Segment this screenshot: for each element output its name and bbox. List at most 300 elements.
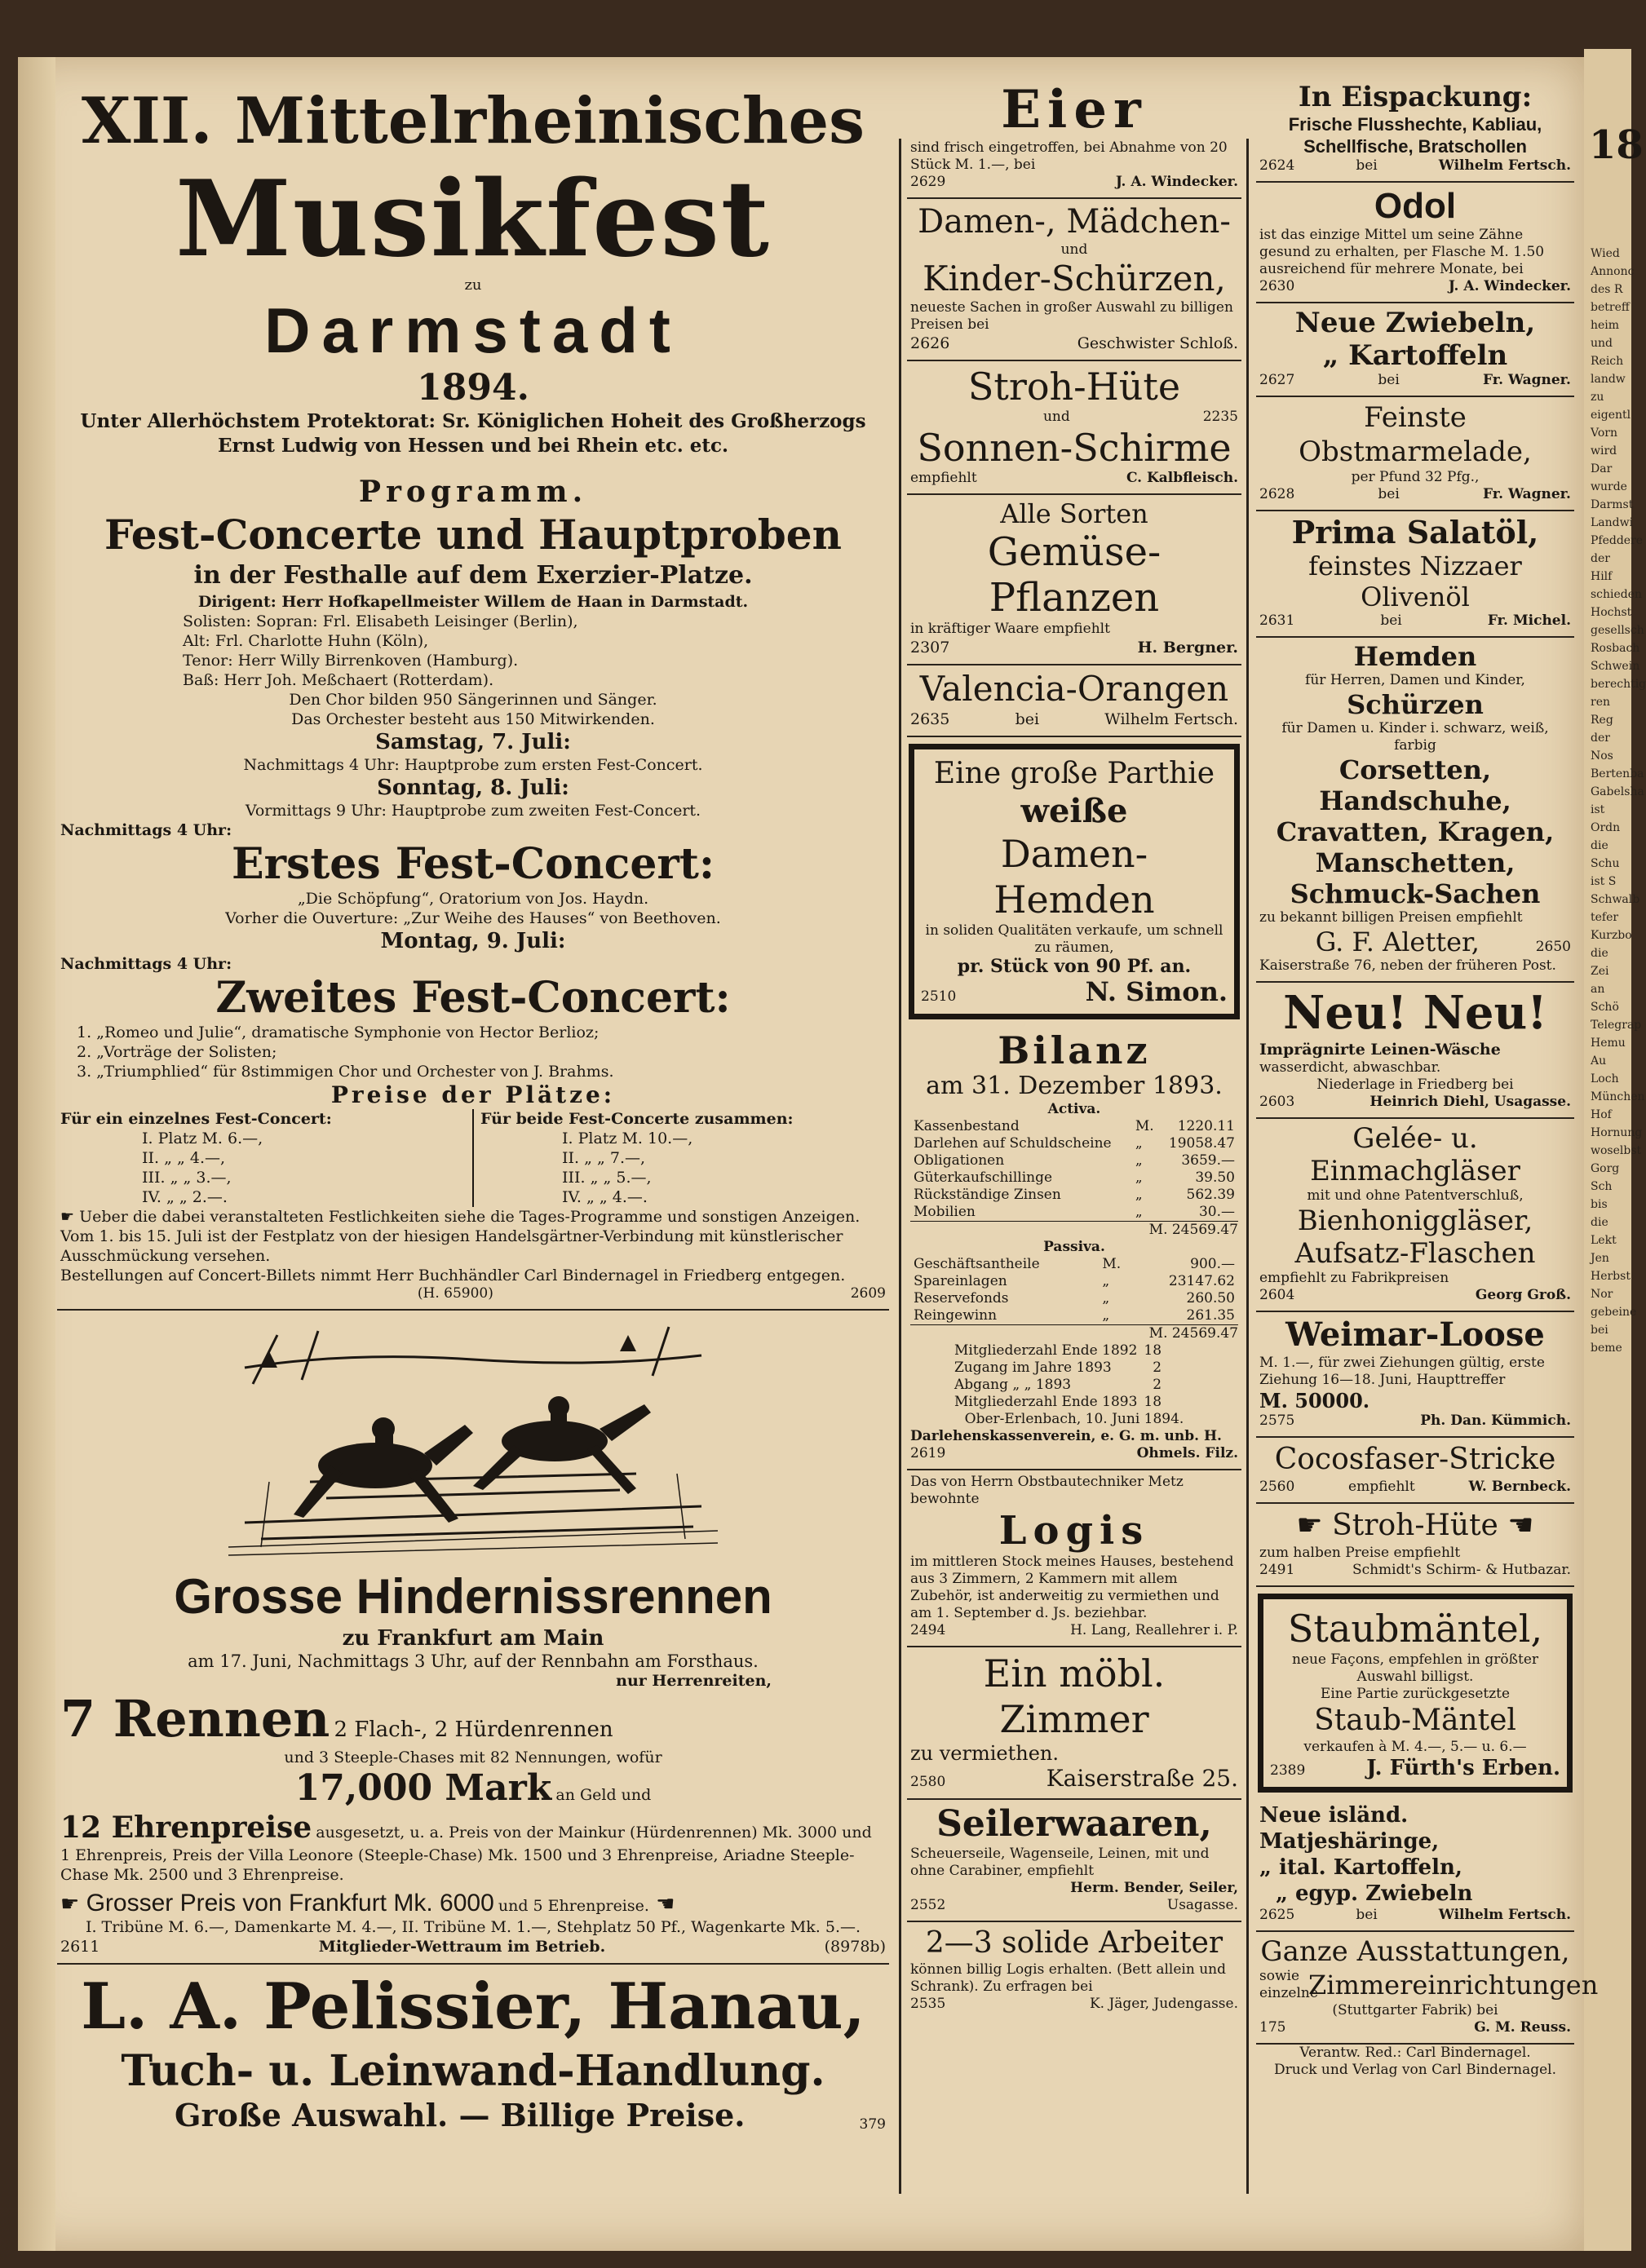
simon-t2: weiße: [1020, 792, 1128, 830]
bilanz-verein: Darlehenskassenverein, e. G. m. unb. H.: [910, 1428, 1222, 1444]
zweites-concert: Zweites Fest-Concert:: [215, 973, 731, 1023]
table-cell: „: [1135, 1135, 1143, 1152]
neu-t2: wasserdicht, abwaschbar.: [1259, 1059, 1441, 1076]
cocos-who: W. Bernbeck.: [1468, 1479, 1571, 1495]
aletter-addr: Kaiserstraße 76, neben der früheren Post.: [1259, 957, 1556, 974]
table-cell: 2: [1153, 1377, 1162, 1393]
gelee-t4: empfiehlt zu Fabrikpreisen: [1259, 1270, 1449, 1286]
festival-note: [60, 1207, 886, 1266]
reuss-t1: Ganze Ausstattungen,: [1260, 1935, 1570, 1968]
neu-t3: Niederlage in Friedberg bei: [1316, 1077, 1514, 1093]
staub-num: 2389: [1270, 1762, 1306, 1779]
valencia-who: Wilhelm Fertsch.: [1104, 710, 1238, 728]
soloist-line: Tenor: Herr Willy Birrenkoven (Hamburg).: [183, 652, 519, 670]
race-mark: 17,000 Mark: [294, 1767, 552, 1809]
logis-title: Logis: [998, 1508, 1150, 1554]
left-column: [57, 77, 889, 2137]
salat-ad: [1256, 511, 1574, 638]
pointing-hand-icon: ☛: [60, 1892, 86, 1917]
aletter-num: 2650: [1535, 939, 1571, 955]
schuerzen-und: und: [1060, 241, 1088, 258]
weimar-text: M. 1.—, für zwei Ziehungen gültig, erste Ziehung 16—18. Juni, Haupttreffer: [1259, 1355, 1545, 1388]
fragment-text: Hochst: [1591, 606, 1632, 619]
odol-ad: [1256, 183, 1574, 303]
fragment-text: woselbst: [1591, 1144, 1642, 1157]
fragment-text: Jen: [1591, 1252, 1609, 1265]
table-cell: „: [1102, 1307, 1110, 1324]
venue: in der Festhalle auf dem Exerzier-Platze.: [193, 561, 753, 590]
gelee-num: 2604: [1259, 1287, 1295, 1303]
race-nur: nur Herrenreiten,: [616, 1672, 772, 1690]
pointing-hand-icon: ☚: [648, 1892, 675, 1917]
stroh-und-row: [910, 409, 1238, 426]
bilanz-members-table: [951, 1342, 1165, 1411]
salat-who: Fr. Michel.: [1487, 612, 1571, 629]
simon-price: pr. Stück von 90 Pf. an.: [957, 956, 1192, 977]
odol-text: ist das einzige Mittel um seine Zähne gesund zu erhalten, per Flasche M. 1.50 ausreichend für mehrere Monate, bei: [1259, 227, 1545, 277]
table-cell: 1220.11: [1177, 1118, 1235, 1134]
program-item: 2. „Vorträge der Solisten;: [77, 1043, 277, 1061]
bilanz-footer: [910, 1445, 1238, 1462]
preise-heading: Preise der Plätze:: [330, 1081, 616, 1108]
imprint: [1256, 2045, 1574, 2079]
zwiebeln-who: Fr. Wagner.: [1482, 372, 1571, 388]
aletter-t9: zu bekannt billigen Preisen empfiehlt: [1259, 909, 1523, 926]
cocos-ad: [1256, 1438, 1574, 1504]
logis-footer: [910, 1622, 1238, 1639]
arbeiter-who: K. Jäger, Judengasse.: [1089, 1996, 1238, 2012]
fragment-text: beme: [1591, 1342, 1622, 1355]
stroh-title1: Stroh-Hüte: [967, 365, 1181, 409]
race-ehren-detail: ausgesetzt, u. a. Preis von der Mainkur (Hürdenrennen) Mk. 3000 und 1 Ehrenpreis, Preis der Villa Leonore (Steeple-Chase) Mk. 1500 und 3 Ehrenpreise, Ariadne Steeple-Chase Mk. 2500 und 3 Ehrenpreise.: [60, 1824, 872, 1884]
arbeiter-footer: [910, 1996, 1238, 2013]
table-cell: „: [1135, 1187, 1143, 1203]
date-sunday: Sonntag, 8. Juli:: [377, 776, 569, 800]
imprint-publisher: Druck und Verlag von Carl Bindernagel.: [1274, 2062, 1556, 2078]
race-where: zu Frankfurt am Main: [342, 1626, 604, 1651]
simon-ad: [909, 744, 1240, 1019]
salat-bei: bei: [1380, 612, 1402, 629]
horse-race-illustration-icon: [228, 1319, 718, 1563]
eier-who: J. A. Windecker.: [1115, 174, 1238, 190]
fragment-text: tefer: [1591, 911, 1619, 924]
cocos-footer: [1259, 1479, 1571, 1496]
bilanz-title: Bilanz: [998, 1028, 1151, 1072]
arbeiter-text: können billig Logis erhalten. (Bett allein und Schrank). Zu erfragen bei: [910, 1961, 1226, 1995]
table-cell: 260.50: [1186, 1290, 1235, 1306]
table-cell: „: [1135, 1152, 1143, 1169]
stroh-num: 2235: [1202, 409, 1238, 425]
adjacent-page-number: 18: [1589, 122, 1644, 168]
logis-ad: [907, 1470, 1241, 1647]
fragment-text: ist S: [1591, 875, 1617, 888]
price-line: I. Platz M. 6.—,: [142, 1130, 263, 1147]
fragment-text: schieden: [1591, 588, 1643, 601]
arbeiter-ad: [907, 1922, 1241, 2016]
sunday-text: Vormittags 9 Uhr: Hauptprobe zum zweiten Fest-Concert.: [245, 802, 701, 820]
table-row: [910, 1307, 1238, 1324]
fragment-text: Darmst: [1591, 498, 1634, 511]
bilanz-passiva-heading: Passiva.: [1043, 1239, 1105, 1255]
prices-both-heading: Für beide Fest-Concerte zusammen:: [480, 1110, 794, 1128]
price-line: III. „ „ 3.—,: [142, 1169, 232, 1187]
sunday-afternoon: Nachmittags 4 Uhr:: [60, 821, 232, 839]
musikfest-subtitle: Musikfest: [175, 158, 771, 281]
seiler-where: Usagasse.: [1166, 1897, 1238, 1913]
pelissier-row: [60, 2097, 886, 2133]
fragment-text: Schwein: [1591, 660, 1640, 673]
seiler-title: Seilerwaaren,: [936, 1803, 1212, 1845]
music-ref-row: [60, 1285, 886, 1302]
zwiebeln-ad: [1256, 303, 1574, 397]
fragment-text: Dar: [1591, 462, 1613, 475]
stroh-title2: Sonnen-Schirme: [917, 426, 1232, 470]
stroh-right-num: 2491: [1259, 1562, 1295, 1578]
fragment-text: Herbst: [1591, 1270, 1631, 1283]
odol-footer: [1259, 278, 1571, 295]
adjacent-page-fragments: [1591, 245, 1646, 2202]
right-column: [1256, 77, 1599, 2079]
simon-t1: Eine große Parthie: [933, 757, 1215, 790]
gemuese-title: Gemüse-Pflanzen: [987, 529, 1161, 621]
valencia-ad: [907, 665, 1241, 737]
schuerzen-num: 2626: [910, 334, 950, 352]
race-grosser-title: Grosser Preis von Frankfurt Mk. 6000: [86, 1890, 494, 1917]
valencia-num: 2635: [910, 710, 950, 728]
cocos-title: Cocosfaser-Stricke: [1274, 1443, 1556, 1476]
bilanz-activa-table: [910, 1118, 1238, 1221]
table-cell: Obligationen: [914, 1152, 1005, 1169]
race-rennen-detail: 2 Flach-, 2 Hürdenrennen: [334, 1718, 613, 1742]
schuerzen-text: neueste Sachen in großer Auswahl zu billigen Preisen bei: [910, 299, 1233, 333]
logis-pre: Das von Herrn Obstbautechniker Metz bewohnte: [910, 1474, 1184, 1507]
neu-num: 2603: [1259, 1094, 1295, 1110]
fragment-text: Gorg: [1591, 1162, 1620, 1175]
weimar-footer: [1259, 1413, 1571, 1430]
table-row: [910, 1273, 1238, 1290]
fragment-text: eigentl: [1591, 409, 1631, 422]
bestellung: Bestellungen auf Concert-Billets nimmt Herr Buchhändler Carl Bindernagel in Friedberg entgegen.: [60, 1267, 846, 1284]
pelissier-line3: Große Auswahl. — Billige Preise.: [175, 2097, 746, 2133]
salat-t2: feinstes Nizzaer Olivenöl: [1308, 550, 1522, 612]
aletter-schuerzen: Schürzen: [1347, 689, 1484, 720]
column-rule: [1246, 139, 1249, 2194]
table-cell: M.: [1135, 1118, 1154, 1134]
music-num: 2609: [850, 1285, 886, 1302]
musikfest-year: 1894.: [417, 367, 529, 409]
page-edge: [18, 57, 55, 2251]
aletter-t2: für Herren, Damen und Kinder,: [1305, 672, 1525, 688]
race-mitglieder: Mitglieder-Wettraum im Betrieb.: [318, 1938, 606, 1956]
gelee-t1: Gelée- u. Einmachgläser: [1310, 1122, 1520, 1187]
pelissier-num: 379: [859, 2116, 886, 2133]
fragment-text: bei: [1591, 1324, 1608, 1337]
programm-heading: Programm.: [358, 475, 588, 509]
eier-num: 2629: [910, 174, 946, 190]
table-cell: Geschäftsantheile: [914, 1256, 1040, 1272]
seiler-num: 2552: [910, 1897, 946, 1913]
valencia-title: Valencia-Orangen: [919, 669, 1229, 709]
race-rennen: [60, 1691, 886, 1748]
fragment-text: Vorn: [1591, 427, 1617, 440]
zimmer-ad: [907, 1647, 1241, 1800]
musikfest-patron: Unter Allerhöchstem Protektorat: Sr. Königlichen Hoheit des Großherzogs Ernst Ludwig von Hessen und bei Rhein etc. etc.: [80, 410, 866, 457]
fragment-text: Nor: [1591, 1288, 1613, 1301]
zimmer-title: Ein möbl. Zimmer: [983, 1651, 1166, 1741]
fragment-text: der Hilf: [1591, 552, 1613, 583]
fragment-text: gebeine: [1591, 1306, 1637, 1319]
table-row: [910, 1256, 1238, 1273]
table-cell: M.: [1102, 1256, 1122, 1272]
cocos-num: 2560: [1259, 1479, 1295, 1495]
musikfest-title: XII. Mittelrheinisches: [81, 84, 865, 158]
fragment-text: Pfeddere: [1591, 534, 1644, 547]
zweites-items: [60, 1023, 886, 1081]
eis-ad: [1256, 77, 1574, 183]
zwiebeln-t1: Neue Zwiebeln,: [1294, 307, 1536, 339]
race-ehren: [60, 1810, 886, 1885]
neu-who: Heinrich Diehl, Usagasse.: [1369, 1094, 1571, 1110]
bilanz-ad: [907, 1026, 1241, 1470]
table-row: [910, 1135, 1238, 1152]
race-rennen-count: 7 Rennen: [60, 1689, 330, 1749]
salat-num: 2631: [1259, 612, 1295, 629]
gemuese-footer: [910, 638, 1238, 657]
schuerzen-footer: [910, 334, 1238, 353]
table-cell: Güterkaufschillinge: [914, 1169, 1053, 1186]
matjes-t1: Neue isländ. Matjeshäringe,: [1259, 1803, 1440, 1854]
fragment-text: Au: [1591, 1054, 1607, 1068]
fragment-text: berechtig: [1591, 678, 1646, 691]
monday-text: Nachmittags 4 Uhr:: [60, 955, 232, 973]
gelee-t2: mit und ohne Patentverschluß,: [1307, 1187, 1524, 1204]
fragment-text: Schwalb: [1591, 893, 1640, 906]
weimar-num: 2575: [1259, 1413, 1295, 1429]
schuerzen-who: Geschwister Schloß.: [1077, 334, 1238, 352]
table-cell: 900.—: [1190, 1256, 1235, 1272]
program-item: 3. „Triumphlied“ für 8stimmigen Chor und Orchester von J. Brahms.: [77, 1063, 614, 1081]
table-row: [951, 1342, 1165, 1359]
fragment-text: Hof: [1591, 1108, 1612, 1121]
seiler-footer: [910, 1897, 1238, 1914]
obst-bei: bei: [1378, 486, 1400, 502]
fragment-text: Hornung: [1591, 1126, 1643, 1139]
table-cell: Reingewinn: [914, 1307, 998, 1324]
eis-who: Wilhelm Fertsch.: [1438, 157, 1571, 174]
gemuese-pre: Alle Sorten: [1000, 498, 1148, 529]
prices-both-list: [480, 1129, 886, 1207]
arbeiter-num: 2535: [910, 1996, 946, 2012]
obst-ad: [1256, 397, 1574, 511]
salat-t1: Prima Salatöl,: [1291, 514, 1539, 550]
table-cell: „: [1135, 1204, 1143, 1220]
schuerzen-title1: Damen-, Mädchen-: [918, 203, 1231, 241]
saturday-text: Nachmittags 4 Uhr: Hauptprobe zum ersten Fest-Concert.: [243, 756, 703, 774]
zimmer-who: Kaiserstraße 25.: [1046, 1765, 1238, 1792]
odol-who: J. A. Windecker.: [1448, 278, 1571, 294]
pointing-hand-icon: ☛: [1296, 1509, 1333, 1542]
table-row: [951, 1359, 1165, 1377]
logis-who: H. Lang, Reallehrer i. P.: [1070, 1622, 1238, 1638]
valencia-bei: bei: [1015, 710, 1040, 728]
table-cell: 39.50: [1195, 1169, 1235, 1186]
fragment-text: Annonc: [1591, 265, 1635, 278]
zimmer-footer: [910, 1765, 1238, 1792]
staub-t1: neue Façons, empfehlen in größter Auswahl billigst.: [1291, 1651, 1539, 1685]
fragment-text: wurde: [1591, 480, 1627, 493]
zimmer-sub: zu vermiethen.: [910, 1742, 1059, 1765]
reuss-t4: (Stuttgarter Fabrik) bei: [1332, 2002, 1498, 2018]
race-ad: [57, 1311, 889, 1965]
obst-num: 2628: [1259, 486, 1295, 502]
soloists: [60, 612, 886, 690]
stroh-right-ad: [1256, 1504, 1574, 1587]
table-cell: 23147.62: [1168, 1273, 1235, 1289]
soloist-line: Solisten: Sopran: Frl. Elisabeth Leisinger (Berlin),: [183, 612, 578, 630]
reuss-t3: Zimmereinrichtungen: [1308, 1970, 1599, 2001]
matjes-who: Wilhelm Fertsch.: [1438, 1907, 1571, 1923]
eier-ad: [907, 77, 1241, 199]
table-cell: Abgang „ „ 1893: [954, 1377, 1072, 1393]
obst-title: Feinste Obstmarmelade,: [1299, 401, 1532, 468]
imprint-editor: Verantw. Red.: Carl Bindernagel.: [1299, 2045, 1531, 2061]
fragment-text: Gabelsha: [1591, 785, 1644, 798]
stroh-right-footer: [1259, 1562, 1571, 1579]
staub-title: Staubmäntel,: [1287, 1607, 1543, 1651]
table-cell: Zugang im Jahre 1893: [954, 1359, 1112, 1376]
arbeiter-title: 2—3 solide Arbeiter: [925, 1926, 1223, 1960]
prices-single-heading: Für ein einzelnes Fest-Concert:: [60, 1110, 332, 1128]
race-footer: [60, 1937, 886, 1956]
seiler-who: Herm. Bender, Seiler,: [1070, 1880, 1238, 1896]
table-row: [910, 1187, 1238, 1204]
schuerzen-title2: Kinder-Schürzen,: [923, 259, 1226, 298]
chor: Den Chor bilden 950 Sängerinnen und Sänger.: [289, 691, 657, 709]
price-line: IV. „ „ 2.—.: [142, 1188, 228, 1206]
eis-footer: [1259, 157, 1571, 175]
race-when: am 17. Juni, Nachmittags 3 Uhr, auf der Rennbahn am Forsthaus.: [188, 1651, 759, 1671]
zwiebeln-bei: bei: [1378, 372, 1400, 388]
zwiebeln-footer: [1259, 372, 1571, 389]
soloist-line: Baß: Herr Joh. Meßchaert (Rotterdam).: [183, 671, 494, 689]
fragment-text: die Schu: [1591, 839, 1620, 870]
zimmer-num: 2580: [910, 1774, 946, 1790]
valencia-footer: [910, 710, 1238, 729]
reuss-row: [1259, 1968, 1599, 2002]
bilanz-date: am 31. Dezember 1893.: [926, 1072, 1223, 1100]
gemuese-num: 2307: [910, 639, 950, 657]
race-tribune: I. Tribüne M. 6.—, Damenkarte M. 4.—, II. Tribüne M. 1.—, Stehplatz 50 Pf., Wagenkarte Mk. 5.—.: [85, 1918, 861, 1936]
odol-num: 2630: [1259, 278, 1295, 294]
simon-footer: [921, 976, 1228, 1007]
table-row: [910, 1169, 1238, 1187]
fragment-text: Sch: [1591, 1180, 1613, 1193]
fragment-text: Hemu: [1591, 1037, 1626, 1050]
neu-t1: Imprägnirte Leinen-Wäsche: [1259, 1041, 1501, 1059]
dirigent: Dirigent: Herr Hofkapellmeister Willem de Haan in Darmstadt.: [197, 593, 749, 611]
gemuese-who: H. Bergner.: [1137, 639, 1238, 657]
aletter-who: G. F. Aletter,: [1315, 926, 1480, 957]
column-rule: [899, 139, 901, 2194]
fragment-text: Telegrap: [1591, 1019, 1642, 1032]
table-cell: 2: [1153, 1359, 1162, 1376]
table-row: [910, 1204, 1238, 1221]
fragment-text: des R: [1591, 283, 1623, 296]
stroh-footer: [910, 470, 1238, 487]
obst-who: Fr. Wagner.: [1482, 486, 1571, 502]
race-title: Grosse Hindernissrennen: [174, 1569, 772, 1624]
eier-text: sind frisch eingetroffen, bei Abnahme von 20 Stück M. 1.—, bei: [910, 139, 1228, 173]
zwiebeln-num: 2627: [1259, 372, 1295, 388]
eier-footer: [910, 174, 1238, 191]
gelee-footer: [1259, 1287, 1571, 1304]
fragment-text: an Schö: [1591, 983, 1619, 1014]
price-line: II. „ „ 4.—,: [142, 1149, 226, 1167]
obst-text: per Pfund 32 Pfg.,: [1351, 469, 1480, 485]
gemuese-ad: [907, 495, 1241, 665]
table-row: [910, 1118, 1238, 1135]
orchester: Das Orchester besteht aus 150 Mitwirkenden.: [291, 710, 655, 728]
race-mark-detail: an Geld und: [555, 1786, 652, 1804]
matjes-t3: „ egyp. Zwiebeln: [1276, 1881, 1473, 1906]
obst-footer: [1259, 486, 1571, 503]
fragment-text: bis: [1591, 1198, 1608, 1211]
fragment-text: betreff: [1591, 301, 1630, 314]
fragment-text: zu: [1591, 391, 1604, 404]
seiler-text: Scheuerseile, Wagenseile, Leinen, mit und ohne Carabiner, empfiehlt: [910, 1846, 1210, 1879]
fragment-text: München: [1591, 1090, 1645, 1103]
table-row: [951, 1394, 1165, 1411]
neu-ad: [1256, 983, 1574, 1119]
aletter-hemden: Hemden: [1353, 641, 1477, 672]
matjes-num: 2625: [1259, 1907, 1295, 1923]
race-ref: (8978b): [824, 1938, 886, 1956]
bilanz-activa-heading: Activa.: [1047, 1101, 1101, 1117]
matjes-ad: [1256, 1799, 1574, 1932]
aletter-manschetten: Manschetten,: [1315, 847, 1515, 878]
gemuese-text: in kräftiger Waare empfiehlt: [910, 621, 1110, 637]
aletter-schmuck: Schmuck-Sachen: [1290, 878, 1541, 909]
odol-title: Odol: [1374, 186, 1457, 226]
weimar-who: Ph. Dan. Kümmich.: [1420, 1413, 1571, 1429]
program-item: 1. „Romeo und Julie“, dramatische Symphonie von Hector Berlioz;: [77, 1023, 600, 1041]
price-line: IV. „ „ 4.—.: [562, 1188, 648, 1206]
aletter-corsetten: Corsetten, Handschuhe,: [1319, 754, 1511, 816]
fragment-text: Rosbach: [1591, 642, 1640, 655]
fragment-text: heim: [1591, 319, 1620, 332]
fragment-text: der Nos: [1591, 732, 1613, 763]
staub-ad: [1258, 1594, 1573, 1793]
prices-both: [474, 1109, 886, 1207]
table-cell: 562.39: [1186, 1187, 1235, 1203]
table-cell: Mobilien: [914, 1204, 976, 1220]
pelissier-name: L. A. Pelissier, Hanau,: [81, 1970, 865, 2044]
stroh-right-who: Schmidt's Schirm- & Hutbazar.: [1352, 1562, 1571, 1578]
stroh-und: und: [1042, 409, 1070, 425]
eis-num: 2624: [1259, 157, 1295, 174]
table-cell: 261.35: [1186, 1307, 1235, 1324]
price-line: III. „ „ 5.—,: [562, 1169, 652, 1187]
fragment-text: ren Reg: [1591, 696, 1613, 727]
reuss-ad: [1256, 1932, 1599, 2045]
table-cell: „: [1135, 1169, 1143, 1186]
aletter-t4: für Damen u. Kinder i. schwarz, weiß, farbig: [1281, 720, 1549, 754]
table-cell: Mitgliederzahl Ende 1892: [954, 1342, 1138, 1359]
table-row: [910, 1290, 1238, 1307]
reuss-who: G. M. Reuss.: [1474, 2019, 1571, 2036]
table-row: [910, 1152, 1238, 1169]
pointing-hand-icon: ☛: [60, 1208, 80, 1226]
